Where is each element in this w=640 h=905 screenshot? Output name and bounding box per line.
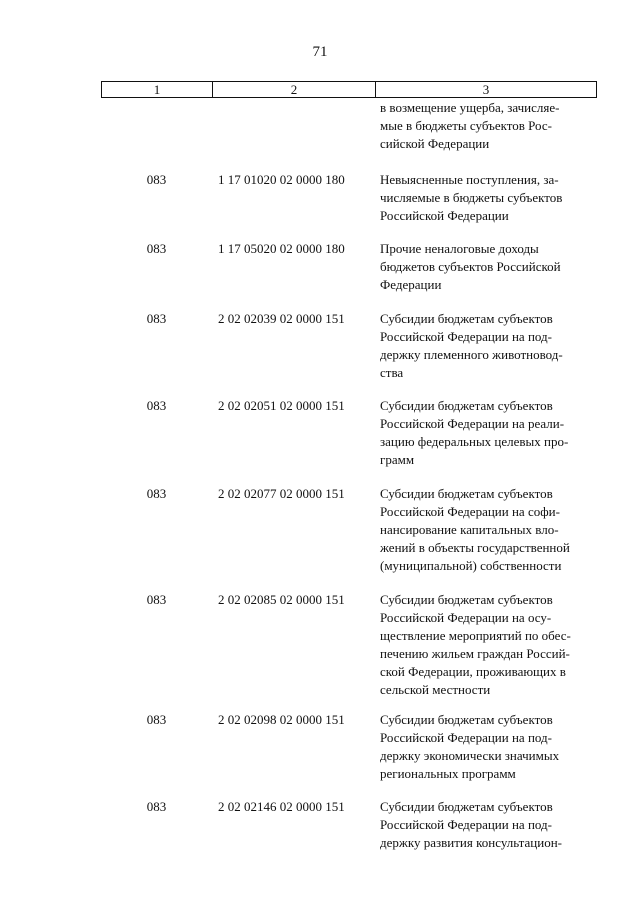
text-line: Российской Федерации на под- [380, 730, 552, 745]
header-col-1: 1 [102, 82, 213, 97]
income-description [380, 240, 602, 294]
text-line: Субсидии бюджетам субъектов [380, 712, 553, 727]
text-line: Субсидии бюджетам субъектов [380, 311, 553, 326]
text-line: сельской местности [380, 682, 491, 697]
text-line: жений в объекты государственной [380, 540, 570, 555]
text-line: сийской Федерации [380, 136, 490, 151]
text-line: региональных программ [380, 766, 516, 781]
header-col-2: 2 [213, 82, 376, 97]
text-line: мые в бюджеты субъектов Рос- [380, 118, 552, 133]
text-line: печению жильем граждан Россий- [380, 646, 570, 661]
budget-code: 2 02 02051 02 0000 151 [218, 398, 345, 413]
text-line: грамм [380, 452, 415, 467]
budget-code: 1 17 05020 02 0000 180 [218, 241, 345, 256]
income-description [380, 310, 602, 382]
admin-code: 083 [146, 172, 167, 187]
text-line: Субсидии бюджетам субъектов [380, 799, 553, 814]
text-line: Федерации [380, 277, 442, 292]
text-line: ской Федерации, проживающих в [380, 664, 566, 679]
budget-code: 2 02 02098 02 0000 151 [218, 712, 345, 727]
page-number: 71 [312, 44, 328, 60]
text-line: держку племенного животновод- [380, 347, 563, 362]
admin-code: 083 [146, 486, 167, 501]
budget-code: 2 02 02077 02 0000 151 [218, 486, 345, 501]
admin-code: 083 [146, 592, 167, 607]
text-line: держку развития консультацион- [380, 835, 562, 850]
text-line: Субсидии бюджетам субъектов [380, 486, 553, 501]
header-col-3: 3 [482, 82, 490, 97]
text-line: ства [380, 365, 404, 380]
text-line: Российской Федерации на под- [380, 817, 552, 832]
admin-code: 083 [146, 241, 167, 256]
text-line: Субсидии бюджетам субъектов [380, 592, 553, 607]
text-line: Российской Федерации на реали- [380, 416, 565, 431]
income-description [380, 711, 602, 783]
admin-code: 083 [146, 712, 167, 727]
text-line: нансирование капитальных вло- [380, 522, 559, 537]
continuation-text [380, 99, 602, 153]
text-line: Прочие неналоговые доходы [380, 241, 539, 256]
text-line: Российской Федерации на под- [380, 329, 552, 344]
budget-code: 1 17 01020 02 0000 180 [218, 172, 345, 187]
text-line: Российской Федерации на осу- [380, 610, 552, 625]
text-line: бюджетов субъектов Российской [380, 259, 561, 274]
admin-code: 083 [146, 311, 167, 326]
income-description [380, 171, 602, 225]
text-line: числяемые в бюджеты субъектов [380, 190, 563, 205]
income-description [380, 485, 602, 575]
income-description [380, 798, 602, 852]
text-line: держку экономически значимых [380, 748, 560, 763]
text-line: Субсидии бюджетам субъектов [380, 398, 553, 413]
text-line: зацию федеральных целевых про- [380, 434, 569, 449]
text-line: Российской Федерации на софи- [380, 504, 560, 519]
text-line: в возмещение ущерба, зачисляе- [380, 100, 560, 115]
table-header [101, 81, 597, 98]
text-line: Российской Федерации [380, 208, 509, 223]
income-description [380, 397, 602, 469]
admin-code: 083 [146, 799, 167, 814]
budget-code: 2 02 02146 02 0000 151 [218, 799, 345, 814]
income-description [380, 591, 602, 699]
budget-code: 2 02 02085 02 0000 151 [218, 592, 345, 607]
admin-code: 083 [146, 398, 167, 413]
text-line: ществление мероприятий по обес- [380, 628, 571, 643]
budget-code: 2 02 02039 02 0000 151 [218, 311, 345, 326]
text-line: (муниципальной) собственности [380, 558, 562, 573]
text-line: Невыясненные поступления, за- [380, 172, 559, 187]
